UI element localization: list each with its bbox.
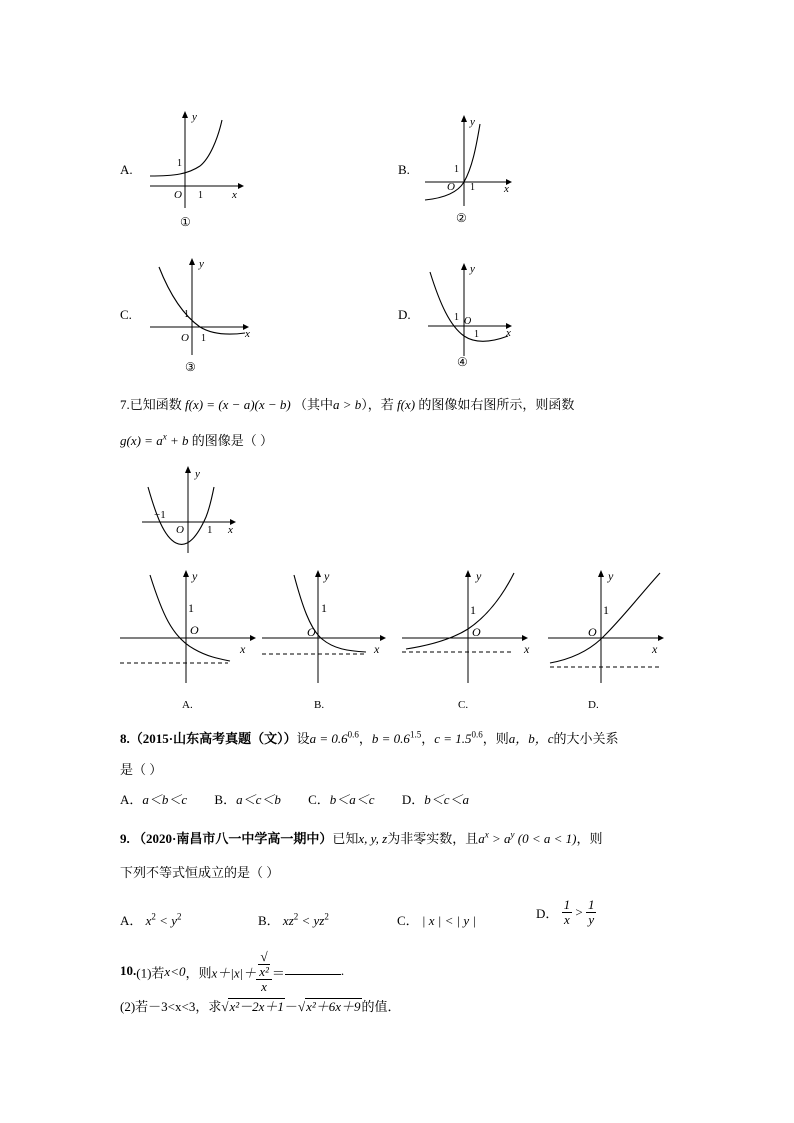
answer-blank[interactable] xyxy=(285,962,341,975)
graph-a xyxy=(140,108,250,233)
q9-line2: 下列不等式恒成立的是（ ） xyxy=(120,865,280,880)
x-label: x xyxy=(245,328,250,340)
one-label: 1 xyxy=(207,524,213,536)
q7-option-b-graph xyxy=(262,565,397,715)
q7-line2: $g(x) = a^x + b$ 的图像是（ ） xyxy=(120,431,273,448)
q10-part2: (2)若－3<x<3，求√x²－2x＋1－√x²＋6x＋9的值． xyxy=(120,999,401,1014)
circled-number: ③ xyxy=(185,360,196,374)
q7-option-c-graph xyxy=(402,565,540,715)
svg-text:O: O xyxy=(307,625,316,639)
q9-option-b: B． $xz^2 < yz^2$ xyxy=(258,911,329,928)
q9-line1: 9. （2020·南昌市八一中学高一期中）已知x, y, z为非零实数，且$a^x > a^y$ (0 < a < 1)，则 xyxy=(120,829,603,846)
q10-part1: 10.(1)若x<0，则x＋|x|＋ √ x² x ＝ . xyxy=(120,949,345,994)
option-label: C. xyxy=(120,307,132,322)
x-label: x xyxy=(228,524,233,536)
svg-text:O: O xyxy=(472,625,481,639)
svg-text:1: 1 xyxy=(188,601,194,615)
y-label: y xyxy=(470,263,475,275)
svg-text:1: 1 xyxy=(321,601,327,615)
origin-label: O xyxy=(174,189,182,201)
svg-text:x: x xyxy=(240,642,246,656)
svg-text:O: O xyxy=(190,623,199,637)
y-label: y xyxy=(199,258,204,270)
option-label: B. xyxy=(314,699,325,711)
origin-label: O xyxy=(464,316,472,327)
q7-option-a-graph xyxy=(120,565,260,715)
q9-option-d: D． $\frac{1}{x}$ > $\frac{1}{y}$ xyxy=(536,897,595,927)
option-label: D. xyxy=(588,699,599,711)
svg-text:x: x xyxy=(652,642,658,656)
y-one: 1 xyxy=(177,158,182,169)
q9-option-a: A． $x^2 < y^2$ xyxy=(120,911,182,928)
graph-c xyxy=(145,255,260,375)
option-label: A. xyxy=(120,162,133,177)
svg-text:y: y xyxy=(192,569,198,583)
q8-options: A．a＜b＜c B．a＜c＜b C．b＜a＜c D．b＜c＜a xyxy=(120,792,469,807)
option-label: A. xyxy=(182,699,193,711)
x-label: x xyxy=(504,183,509,195)
svg-text:y: y xyxy=(324,569,330,583)
svg-text:y: y xyxy=(476,569,482,583)
graph-b xyxy=(420,110,520,225)
circled-number: ① xyxy=(180,215,191,229)
svg-text:1: 1 xyxy=(470,603,476,617)
y-one: 1 xyxy=(184,309,189,320)
y-one: 1 xyxy=(454,312,459,323)
minus-one-label: −1 xyxy=(154,509,166,521)
option-label: D. xyxy=(398,307,411,322)
option-label: B. xyxy=(398,162,410,177)
circled-number: ④ xyxy=(457,355,468,369)
y-label: y xyxy=(195,468,200,480)
q8-line1: 8.（2015·山东高考真题（文））设$a = 0.6^{0.6}$，$b = 0.6^{1.5}$，$c = 1.5^{0.6}$，则a，b，c的大小关系 xyxy=(120,729,619,746)
circled-number: ② xyxy=(456,211,467,225)
y-label: y xyxy=(470,116,475,128)
q7-line1: 7.已知函数 f(x) = (x − a)(x − b) （其中a > b），若 f(x) 的图像如右图所示，则函数 xyxy=(120,397,575,412)
svg-text:y: y xyxy=(608,569,614,583)
x-one: 1 xyxy=(470,182,475,193)
x-one: 1 xyxy=(474,329,479,340)
svg-text:x: x xyxy=(524,642,530,656)
y-label: y xyxy=(192,111,197,123)
x-label: x xyxy=(506,327,511,339)
svg-text:O: O xyxy=(588,625,597,639)
x-one: 1 xyxy=(201,333,206,344)
q8-line2: 是（ ） xyxy=(120,762,163,777)
x-one: 1 xyxy=(198,190,203,201)
svg-text:1: 1 xyxy=(603,603,609,617)
svg-text:x: x xyxy=(374,642,380,656)
origin-label: O xyxy=(447,181,455,193)
x-label: x xyxy=(232,189,237,201)
q9-option-c: C． | x | < | y | xyxy=(397,913,477,928)
option-label: C. xyxy=(458,699,469,711)
origin-label: O xyxy=(176,524,184,536)
origin-label: O xyxy=(181,332,189,344)
graph-d xyxy=(420,262,520,372)
q7-option-d-graph xyxy=(548,565,678,715)
y-one: 1 xyxy=(454,164,459,175)
q7-given-graph xyxy=(140,465,250,555)
